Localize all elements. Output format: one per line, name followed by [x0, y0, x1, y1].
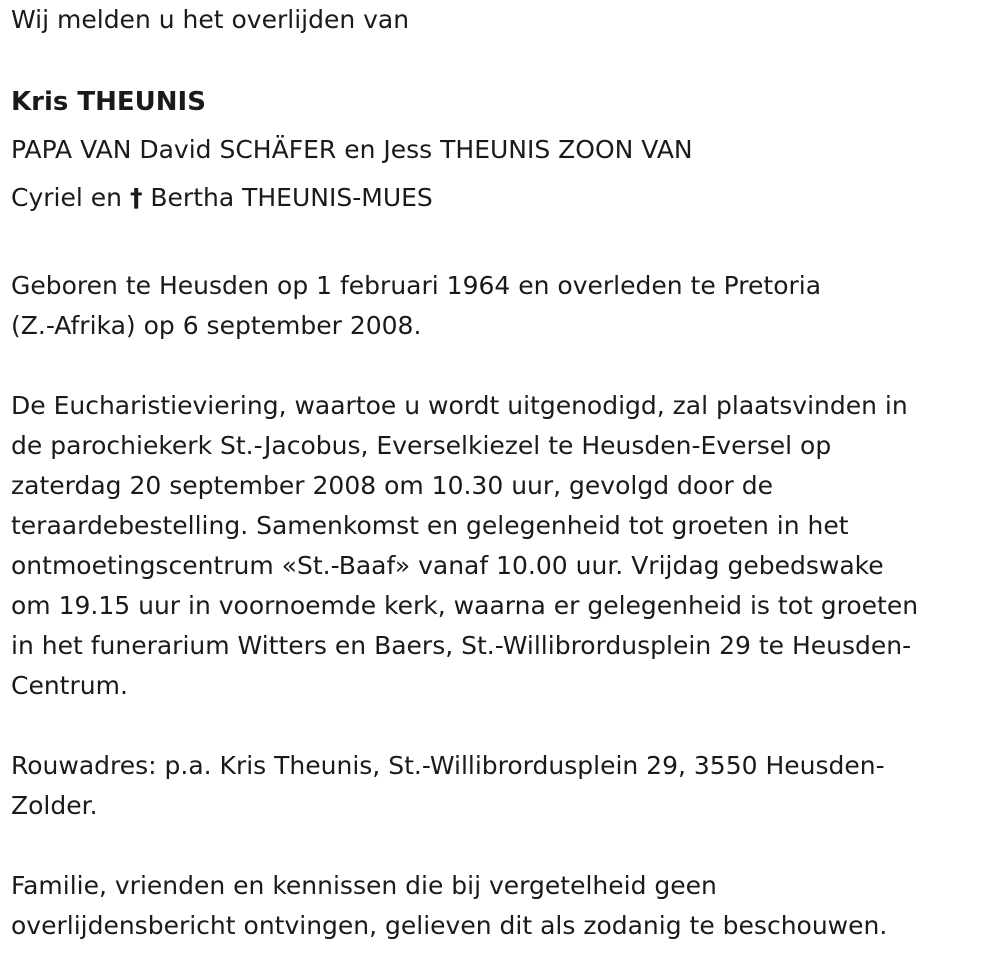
- spacer: [11, 226, 986, 266]
- spacer: [11, 826, 986, 866]
- family-line-1: PAPA VAN David SCHÄFER en Jess THEUNIS ZOON VAN: [11, 135, 693, 164]
- ceremony-paragraph: [11, 386, 986, 706]
- spacer: [11, 346, 986, 386]
- birth-death-paragraph: [11, 266, 986, 346]
- deceased-name: Kris THEUNIS: [11, 87, 206, 117]
- ceremony-line: De Eucharistieviering, waartoe u wordt uitgenodigd, zal plaatsvinden in: [11, 391, 908, 420]
- address-line: Rouwadres: p.a. Kris Theunis, St.-Willibrordusplein 29, 3550 Heusden-: [11, 751, 885, 780]
- closing-line: overlijdensbericht ontvingen, gelieven dit als zodanig te beschouwen.: [11, 911, 888, 940]
- intro-line: Wij melden u het overlijden van: [11, 5, 410, 34]
- ceremony-line: teraardebestelling. Samenkomst en gelegenheid tot groeten in het: [11, 511, 849, 540]
- family-line-2-end: Bertha THEUNIS-MUES: [150, 183, 433, 212]
- closing-line: Familie, vrienden en kennissen die bij vergetelheid geen: [11, 871, 717, 900]
- spacer: [11, 50, 986, 82]
- birth-death-line: (Z.-Afrika) op 6 september 2008.: [11, 311, 422, 340]
- ceremony-line: in het funerarium Witters en Baers, St.-Willibrordusplein 29 te Heusden-: [11, 631, 912, 660]
- death-notice: [11, 0, 986, 946]
- family-line-2: [11, 178, 986, 226]
- address-line: Zolder.: [11, 791, 98, 820]
- ceremony-line: ontmoetingscentrum «St.-Baaf» vanaf 10.00 uur. Vrijdag gebedswake: [11, 551, 884, 580]
- birth-death-line: Geboren te Heusden op 1 februari 1964 en overleden te Pretoria: [11, 271, 822, 300]
- cross-icon: †: [129, 183, 143, 212]
- spacer: [11, 706, 986, 746]
- ceremony-line: Centrum.: [11, 671, 128, 700]
- address-paragraph: [11, 746, 986, 826]
- ceremony-line: de parochiekerk St.-Jacobus, Everselkiezel te Heusden-Eversel op: [11, 431, 832, 460]
- ceremony-line: om 19.15 uur in voornoemde kerk, waarna er gelegenheid is tot groeten: [11, 591, 919, 620]
- family-line-2-start: Cyriel en: [11, 183, 122, 212]
- closing-paragraph: [11, 866, 986, 946]
- ceremony-line: zaterdag 20 september 2008 om 10.30 uur, gevolgd door de: [11, 471, 773, 500]
